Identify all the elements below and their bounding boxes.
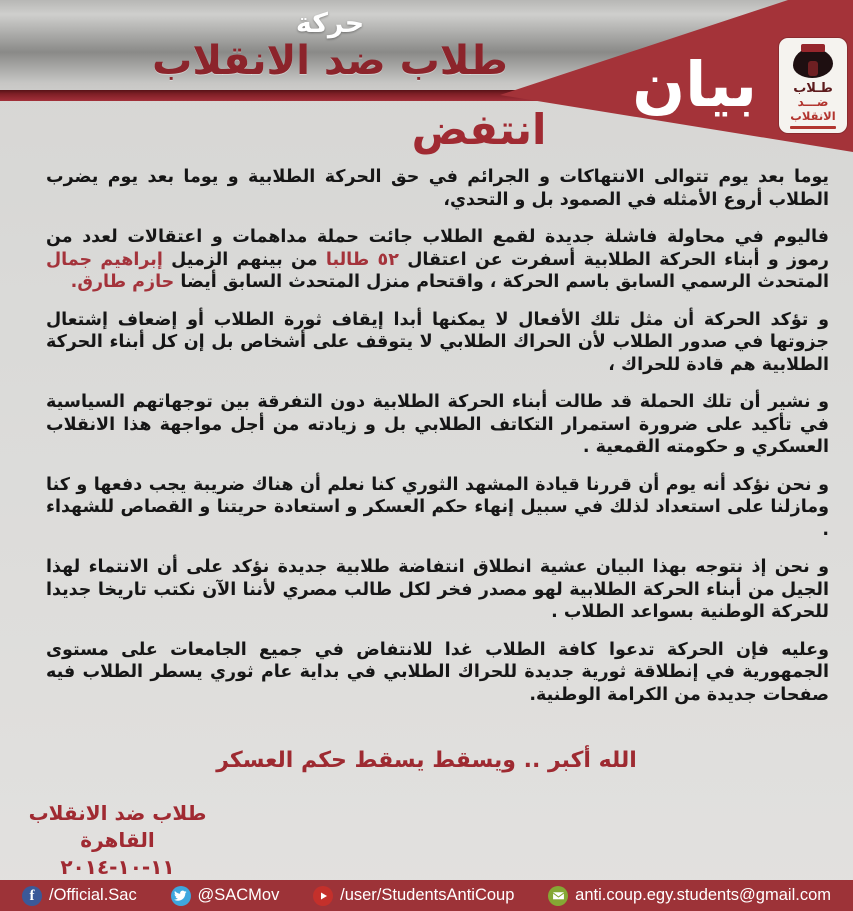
statement-paragraph-6: و نحن إذ نتوجه بهذا البيان عشية انطلاق انتفاضة طلابية جديدة نؤكد على أن الانتماء لهذا الجيل من أبناء الحركة الطلابية لهو مصدر فخر لكل طالب مصري لأننا الآن نكتب تاريخا جديدا للحركة الوطنية بسواعد الطلاب . <box>46 557 829 622</box>
logo-text-line2: ضـــد <box>797 95 829 109</box>
email-icon <box>548 886 568 906</box>
youtube-handle: /user/StudentsAntiCoup <box>340 886 515 904</box>
logo-text-line1: طـلاب <box>793 81 833 96</box>
signature-city: القاهرة <box>80 828 155 852</box>
youtube-contact <box>313 886 514 906</box>
facebook-handle: /Official.Sac <box>49 886 137 904</box>
movement-name: طلاب ضد الانقلاب <box>152 38 508 84</box>
signature-block <box>10 800 225 881</box>
facebook-contact <box>22 886 137 906</box>
highlight-arrest-count: ٥٢ طالبا <box>325 249 399 270</box>
footer-contact-bar <box>0 880 853 911</box>
fist-emblem-icon <box>786 43 840 80</box>
twitter-handle: @SACMov <box>197 886 280 904</box>
statement-paragraph-3: و تؤكد الحركة أن مثل تلك الأفعال لا يمكنها أبدا إيقاف ثورة الطلاب أو إضعاف إشتعال جزوتها في صدور الطلاب لأن الحراك الطلابي لا يتوقف على أشخاص بل إن كل أبناء الحركة الطلابية هم قادة للحراك ، <box>46 309 829 375</box>
facebook-icon: f <box>22 886 42 906</box>
statement-paragraph-2: فاليوم في محاولة فاشلة جديدة لقمع الطلاب جائت حملة مداهمات و اعتقالات لعدد من رموز و أبناء الحركة الطلابية أسفرت عن اعتقال ٥٢ طالبا من بينهم الزميل إبراهيم جمال المتحدث الرسمي السابق باسم الحركة ، واقتحام منزل المتحدث السابق أيضا حازم طارق. <box>46 227 829 292</box>
statement-banner-word: بيان <box>632 48 757 121</box>
signature-movement-name: طلاب ضد الانقلاب <box>28 801 207 825</box>
statement-paragraph-7: وعليه فإن الحركة تدعوا كافة الطلاب غدا للانتفاض في جميع الجامعات على مستوى الجمهورية في إنطلاقة ثورية جديدة للحراك الطلابي في بداية عام ثوري يسطر الطلاب فيه صفحات جديدة من الكرامة الوطنية. <box>46 639 829 705</box>
signature-date: ١١-١٠-٢٠١٤ <box>60 855 175 879</box>
page-title: انتفض <box>411 105 547 154</box>
email-contact <box>548 886 831 906</box>
movement-label: حركة <box>295 8 365 39</box>
statement-body <box>46 166 829 742</box>
twitter-icon <box>171 886 191 906</box>
logo-text-line3: الانقلاب <box>790 109 836 123</box>
youtube-icon <box>313 886 333 906</box>
highlight-name-hazem-tarek: حازم طارق. <box>70 272 175 292</box>
highlight-name-ibrahim-gamal: إبراهيم جمال <box>46 249 163 270</box>
statement-paragraph-4: و نشير أن تلك الحملة قد طالت أبناء الحركة الطلابية دون التفرقة بين توجهاتهم السياسية في تأكيد على ضرورة استمرار التكاتف الطلابي بل و زيادته من أجل مواجهة هذا الانقلاب العسكري و حكومته القمعية . <box>46 392 829 457</box>
twitter-contact <box>171 886 280 906</box>
statement-paragraph-5: و نحن نؤكد أنه يوم أن قررنا قيادة المشهد الثوري كنا نعلم أن هناك ضريبة يجب دفعها و كنا ومازلنا على استعداد لذلك في سبيل إنهاء حكم العسكر و استعادة حريتنا و القصاص للشهداء . <box>46 474 829 540</box>
statement-paragraph-1: يوما بعد يوم تتوالى الانتهاكات و الجرائم في حق الحركة الطلابية و يوما بعد يوم يضرب الطلاب أروع الأمثله في الصمود بل و التحدي، <box>46 167 829 210</box>
email-address: anti.coup.egy.students@gmail.com <box>575 886 831 904</box>
slogan: الله أكبر .. ويسقط يسقط حكم العسكر <box>216 748 637 773</box>
